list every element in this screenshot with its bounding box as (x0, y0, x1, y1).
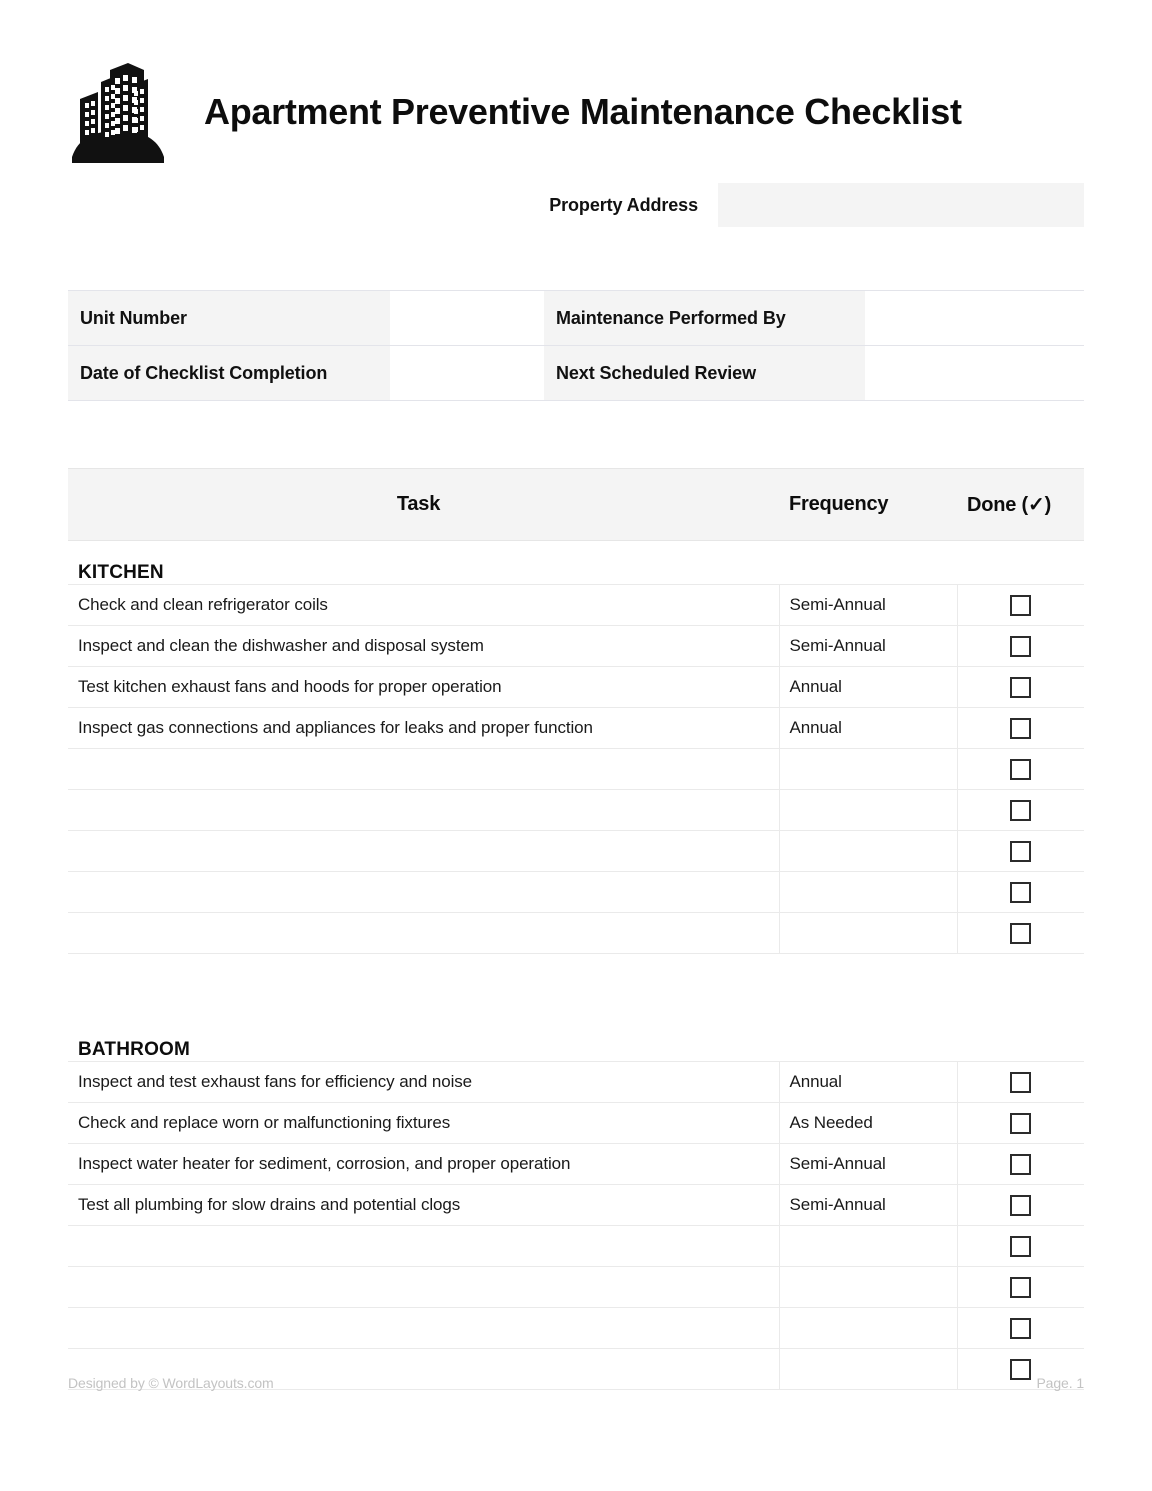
table-row (68, 872, 1084, 913)
done-checkbox[interactable] (1010, 841, 1031, 862)
done-checkbox[interactable] (1010, 800, 1031, 821)
done-checkbox[interactable] (1010, 636, 1031, 657)
table-row (68, 585, 1084, 626)
done-checkbox[interactable] (1010, 1154, 1031, 1175)
document-header (68, 52, 1084, 172)
table-row (68, 913, 1084, 954)
done-checkbox[interactable] (1010, 677, 1031, 698)
done-cell[interactable] (957, 872, 1084, 913)
column-header-task: Task (68, 469, 779, 541)
done-checkbox[interactable] (1010, 595, 1031, 616)
done-cell[interactable] (957, 831, 1084, 872)
done-cell[interactable] (957, 913, 1084, 954)
task-cell[interactable]: Inspect and clean the dishwasher and disposal system (68, 626, 779, 667)
date-of-completion-input[interactable] (390, 346, 544, 401)
task-cell[interactable]: Check and clean refrigerator coils (68, 585, 779, 626)
task-cell[interactable]: Inspect and test exhaust fans for efficiency and noise (68, 1062, 779, 1103)
done-cell[interactable] (957, 1308, 1084, 1349)
table-row (68, 1062, 1084, 1103)
property-address-label: Property Address (549, 194, 698, 215)
frequency-cell[interactable]: Annual (779, 1062, 957, 1103)
table-row (68, 831, 1084, 872)
frequency-cell[interactable]: Annual (779, 667, 957, 708)
done-cell[interactable] (957, 626, 1084, 667)
table-row (68, 1103, 1084, 1144)
frequency-cell[interactable] (779, 749, 957, 790)
maintenance-performed-by-label: Maintenance Performed By (544, 291, 865, 346)
frequency-cell[interactable] (779, 1226, 957, 1267)
unit-number-input[interactable] (390, 291, 544, 346)
table-row (68, 667, 1084, 708)
section-title-kitchen: KITCHEN (68, 541, 1084, 585)
table-row (68, 790, 1084, 831)
frequency-cell[interactable]: As Needed (779, 1103, 957, 1144)
done-cell[interactable] (957, 1267, 1084, 1308)
done-cell[interactable] (957, 585, 1084, 626)
frequency-cell[interactable] (779, 790, 957, 831)
done-checkbox[interactable] (1010, 1195, 1031, 1216)
property-address-row (68, 183, 1084, 227)
frequency-cell[interactable]: Semi-Annual (779, 1185, 957, 1226)
page-title: Apartment Preventive Maintenance Checklist (204, 91, 962, 133)
frequency-cell[interactable] (779, 1267, 957, 1308)
task-cell[interactable] (68, 1308, 779, 1349)
task-cell[interactable]: Inspect water heater for sediment, corrosion, and proper operation (68, 1144, 779, 1185)
table-row (68, 346, 1084, 401)
footer-page-number: Page. 1 (1036, 1375, 1084, 1391)
done-checkbox[interactable] (1010, 882, 1031, 903)
date-of-completion-label: Date of Checklist Completion (68, 346, 390, 401)
column-header-done: Done (✓) (957, 469, 1084, 541)
next-scheduled-review-label: Next Scheduled Review (544, 346, 865, 401)
frequency-cell[interactable] (779, 872, 957, 913)
table-row (68, 626, 1084, 667)
section-header-row (68, 541, 1084, 585)
apartment-buildings-icon (68, 59, 168, 165)
property-address-input[interactable] (718, 183, 1084, 227)
task-cell[interactable] (68, 1267, 779, 1308)
table-row (68, 1226, 1084, 1267)
frequency-cell[interactable]: Annual (779, 708, 957, 749)
done-checkbox[interactable] (1010, 718, 1031, 739)
done-cell[interactable] (957, 1144, 1084, 1185)
table-row (68, 1185, 1084, 1226)
done-cell[interactable] (957, 1103, 1084, 1144)
task-cell[interactable]: Inspect gas connections and appliances for leaks and proper function (68, 708, 779, 749)
maintenance-performed-by-input[interactable] (865, 291, 1084, 346)
task-cell[interactable]: Check and replace worn or malfunctioning fixtures (68, 1103, 779, 1144)
done-checkbox[interactable] (1010, 1277, 1031, 1298)
unit-number-label: Unit Number (68, 291, 390, 346)
table-row (68, 749, 1084, 790)
done-checkbox[interactable] (1010, 923, 1031, 944)
frequency-cell[interactable]: Semi-Annual (779, 1144, 957, 1185)
frequency-cell[interactable] (779, 1308, 957, 1349)
task-cell[interactable]: Test all plumbing for slow drains and potential clogs (68, 1185, 779, 1226)
done-cell[interactable] (957, 1226, 1084, 1267)
section-header-row (68, 954, 1084, 1062)
done-cell[interactable] (957, 790, 1084, 831)
footer-credit: Designed by © WordLayouts.com (68, 1375, 274, 1391)
next-scheduled-review-input[interactable] (865, 346, 1084, 401)
task-cell[interactable] (68, 831, 779, 872)
done-checkbox[interactable] (1010, 1236, 1031, 1257)
frequency-cell[interactable] (779, 913, 957, 954)
checklist-header-row (68, 469, 1084, 541)
info-table (68, 290, 1084, 401)
task-cell[interactable] (68, 749, 779, 790)
task-cell[interactable] (68, 913, 779, 954)
table-row (68, 1267, 1084, 1308)
task-cell[interactable] (68, 790, 779, 831)
frequency-cell[interactable] (779, 831, 957, 872)
done-checkbox[interactable] (1010, 1072, 1031, 1093)
task-cell[interactable] (68, 872, 779, 913)
table-row (68, 1308, 1084, 1349)
table-row (68, 1144, 1084, 1185)
done-checkbox[interactable] (1010, 1318, 1031, 1339)
task-cell[interactable] (68, 1226, 779, 1267)
done-cell[interactable] (957, 708, 1084, 749)
section-title-bathroom: BATHROOM (68, 954, 1084, 1062)
done-cell[interactable] (957, 1185, 1084, 1226)
table-row (68, 708, 1084, 749)
frequency-cell[interactable]: Semi-Annual (779, 626, 957, 667)
checklist-table (68, 468, 1084, 1390)
done-cell[interactable] (957, 667, 1084, 708)
task-cell[interactable]: Test kitchen exhaust fans and hoods for proper operation (68, 667, 779, 708)
done-cell[interactable] (957, 749, 1084, 790)
page-footer (68, 1375, 1084, 1391)
column-header-frequency: Frequency (779, 469, 957, 541)
table-row (68, 291, 1084, 346)
done-cell[interactable] (957, 1062, 1084, 1103)
frequency-cell[interactable]: Semi-Annual (779, 585, 957, 626)
done-checkbox[interactable] (1010, 1113, 1031, 1134)
done-checkbox[interactable] (1010, 759, 1031, 780)
